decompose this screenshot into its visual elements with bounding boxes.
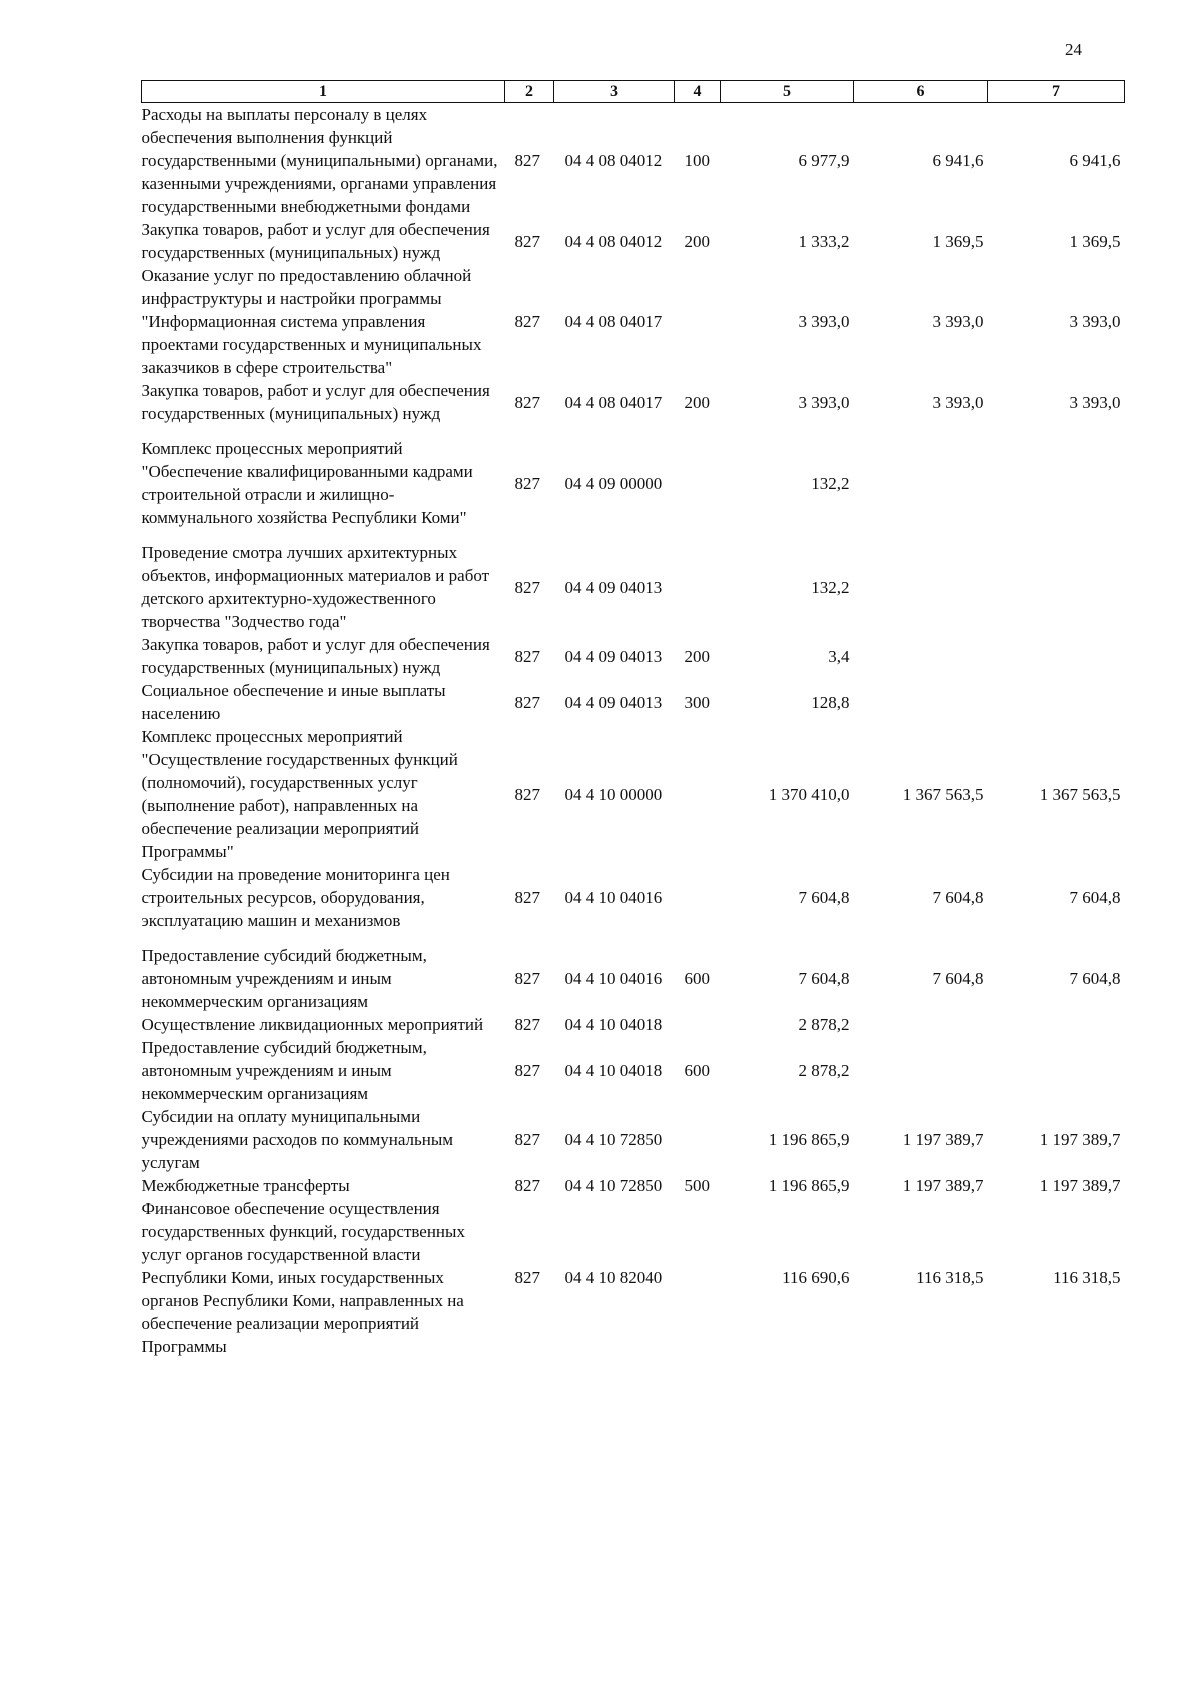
row-expense-type: 500: [684, 1176, 710, 1195]
row-value-7: [988, 541, 1125, 633]
row-value-6: 3 393,0: [932, 392, 984, 412]
row-target-article: 04 4 10 04018: [564, 1015, 663, 1034]
row-value-6: [854, 1013, 988, 1036]
row-target-article: 04 4 10 72850: [564, 1130, 663, 1149]
row-value-7: [988, 679, 1125, 725]
row-admin-code: 827: [514, 888, 540, 907]
row-expense-type: 200: [684, 646, 710, 666]
row-name: Предоставление субсидий бюджетным, автономным учреждениям и иным некоммерческим организациям: [141, 946, 427, 1011]
row-value-7: 116 318,5: [1053, 1268, 1121, 1287]
row-value-6: 7 604,8: [932, 888, 984, 907]
row-name: Комплекс процессных мероприятий "Обеспечение квалифицированными кадрами строительной отрасли и жилищно-коммунального хозяйства Республики Коми": [141, 439, 473, 527]
row-expense-type: [675, 1013, 721, 1036]
table-row: [142, 541, 1125, 633]
row-expense-type: [675, 863, 721, 944]
table-row: [142, 863, 1125, 944]
row-expense-type: [675, 541, 721, 633]
table-row: [142, 725, 1125, 863]
row-value-6: [854, 1036, 988, 1105]
row-value-5: 2 878,2: [798, 1061, 850, 1080]
row-name: Субсидии на оплату муниципальными учреждениями расходов по коммунальным услугам: [141, 1107, 454, 1172]
row-name: Комплекс процессных мероприятий "Осуществление государственных функций (полномочий), государственных услуг (выполнение работ), направленных на обеспечение реализации мероприятий Программы": [141, 727, 458, 861]
row-value-6: 3 393,0: [932, 312, 984, 331]
row-name: Закупка товаров, работ и услуг для обеспечения государственных (муниципальных) нужд: [141, 635, 490, 677]
column-header: 7: [988, 81, 1125, 103]
table-row: [142, 1105, 1125, 1174]
row-value-6: [854, 437, 988, 541]
row-expense-type: 600: [684, 1061, 710, 1080]
row-name: Закупка товаров, работ и услуг для обеспечения государственных (муниципальных) нужд: [141, 381, 490, 423]
row-name: Межбюджетные трансферты: [141, 1176, 350, 1195]
table-row: [142, 1013, 1125, 1036]
row-expense-type: [675, 725, 721, 863]
column-header: 1: [142, 81, 505, 103]
row-name: Субсидии на проведение мониторинга цен строительных ресурсов, оборудования, эксплуатацию машин и механизмов: [141, 865, 450, 930]
row-value-6: 1 197 389,7: [902, 1176, 984, 1195]
row-target-article: 04 4 09 00000: [564, 473, 663, 493]
row-value-7: 3 393,0: [1069, 312, 1121, 331]
row-expense-type: 600: [684, 969, 710, 988]
row-value-7: 1 197 389,7: [1039, 1130, 1121, 1149]
row-admin-code: 827: [514, 231, 540, 251]
row-value-5: 7 604,8: [798, 888, 850, 907]
table-row: [142, 944, 1125, 1013]
column-header: 5: [721, 81, 854, 103]
row-expense-type: 200: [684, 392, 710, 412]
row-admin-code: 827: [514, 577, 540, 597]
row-value-5: 1 196 865,9: [768, 1130, 850, 1149]
row-target-article: 04 4 09 04013: [564, 646, 663, 666]
row-value-5: 3,4: [828, 646, 850, 666]
row-expense-type: [675, 1197, 721, 1358]
row-expense-type: 300: [684, 692, 710, 712]
row-value-5: 116 690,6: [782, 1268, 850, 1287]
table-row: [142, 1174, 1125, 1197]
table-row: [142, 679, 1125, 725]
budget-table: [141, 80, 1125, 1358]
row-expense-type: 100: [684, 151, 710, 170]
table-row: [142, 1197, 1125, 1358]
row-value-6: [854, 633, 988, 679]
table-row: [142, 218, 1125, 264]
row-value-7: 6 941,6: [1069, 151, 1121, 170]
row-value-6: 1 369,5: [932, 231, 984, 251]
row-admin-code: 827: [514, 784, 540, 804]
row-target-article: 04 4 10 72850: [564, 1176, 663, 1195]
row-name: Расходы на выплаты персоналу в целях обеспечения выполнения функций государственными (муниципальными) органами, казенными учреждениями, органами управления государственными внебюджетными фондами: [141, 105, 498, 216]
table-row: [142, 633, 1125, 679]
row-value-7: [988, 1036, 1125, 1105]
row-admin-code: 827: [514, 969, 540, 988]
row-admin-code: 827: [514, 692, 540, 712]
row-value-5: 2 878,2: [798, 1015, 850, 1034]
row-name: Проведение смотра лучших архитектурных объектов, информационных материалов и работ детского архитектурно-художественного творчества "Зодчество года": [141, 543, 490, 631]
row-target-article: 04 4 10 04018: [564, 1061, 663, 1080]
row-target-article: 04 4 08 04017: [564, 392, 663, 412]
row-value-6: 116 318,5: [916, 1268, 984, 1287]
row-value-5: 3 393,0: [798, 312, 850, 331]
row-target-article: 04 4 09 04013: [564, 692, 663, 712]
row-value-7: 1 367 563,5: [1039, 784, 1121, 804]
row-name: Социальное обеспечение и иные выплаты населению: [141, 681, 446, 723]
row-value-5: 3 393,0: [798, 392, 850, 412]
row-value-5: 128,8: [811, 692, 850, 712]
row-name: Осуществление ликвидационных мероприятий: [141, 1015, 484, 1034]
table-row: [142, 379, 1125, 437]
row-name: Предоставление субсидий бюджетным, автономным учреждениям и иным некоммерческим организациям: [141, 1038, 427, 1103]
row-target-article: 04 4 08 04017: [564, 312, 663, 331]
table-row: [142, 437, 1125, 541]
row-value-6: 1 197 389,7: [902, 1130, 984, 1149]
table-row: [142, 264, 1125, 379]
row-value-6: [854, 679, 988, 725]
row-value-5: 1 196 865,9: [768, 1176, 850, 1195]
column-header: 2: [505, 81, 554, 103]
table-row: [142, 1036, 1125, 1105]
row-expense-type: [675, 437, 721, 541]
row-value-7: 7 604,8: [1069, 969, 1121, 988]
row-target-article: 04 4 08 04012: [564, 151, 663, 170]
row-value-7: 3 393,0: [1069, 392, 1121, 412]
row-admin-code: 827: [514, 1015, 540, 1034]
row-admin-code: 827: [514, 151, 540, 170]
row-value-7: 1 369,5: [1069, 231, 1121, 251]
row-name: Закупка товаров, работ и услуг для обеспечения государственных (муниципальных) нужд: [141, 220, 490, 262]
row-admin-code: 827: [514, 312, 540, 331]
row-value-6: 7 604,8: [932, 969, 984, 988]
row-target-article: 04 4 10 04016: [564, 888, 663, 907]
row-value-7: 7 604,8: [1069, 888, 1121, 907]
row-expense-type: [675, 264, 721, 379]
row-name: Финансовое обеспечение осуществления государственных функций, государственных услуг органов государственной власти Республики Коми, иных государственных органов Республики Коми, направленных на обеспечение реализации мероприятий Программы: [141, 1199, 465, 1356]
row-value-5: 1 333,2: [798, 231, 850, 251]
row-value-5: 132,2: [811, 473, 850, 493]
row-value-5: 132,2: [811, 577, 850, 597]
row-value-6: [854, 541, 988, 633]
column-header: 4: [675, 81, 721, 103]
column-header: 6: [854, 81, 988, 103]
row-value-5: 7 604,8: [798, 969, 850, 988]
row-target-article: 04 4 10 04016: [564, 969, 663, 988]
row-value-5: 1 370 410,0: [768, 784, 850, 804]
row-value-7: [988, 1013, 1125, 1036]
row-expense-type: 200: [684, 231, 710, 251]
row-expense-type: [675, 1105, 721, 1174]
row-value-7: 1 197 389,7: [1039, 1176, 1121, 1195]
column-header: 3: [554, 81, 675, 103]
table-row: [142, 103, 1125, 219]
row-value-6: 6 941,6: [932, 151, 984, 170]
row-target-article: 04 4 09 04013: [564, 577, 663, 597]
row-admin-code: 827: [514, 392, 540, 412]
row-admin-code: 827: [514, 1176, 540, 1195]
row-admin-code: 827: [514, 1268, 540, 1287]
table-header-row: [142, 81, 1125, 103]
row-value-6: 1 367 563,5: [902, 784, 984, 804]
row-name: Оказание услуг по предоставлению облачной инфраструктуры и настройки программы "Информационная система управления проектами государственных и муниципальных заказчиков в сфере строительства": [141, 266, 482, 377]
row-target-article: 04 4 10 82040: [564, 1268, 663, 1287]
row-admin-code: 827: [514, 1061, 540, 1080]
row-value-5: 6 977,9: [798, 151, 850, 170]
row-admin-code: 827: [514, 473, 540, 493]
row-value-7: [988, 633, 1125, 679]
page-number: 24: [1065, 40, 1082, 59]
row-admin-code: 827: [514, 1130, 540, 1149]
row-target-article: 04 4 08 04012: [564, 231, 663, 251]
row-target-article: 04 4 10 00000: [564, 784, 663, 804]
row-value-7: [988, 437, 1125, 541]
row-admin-code: 827: [514, 646, 540, 666]
